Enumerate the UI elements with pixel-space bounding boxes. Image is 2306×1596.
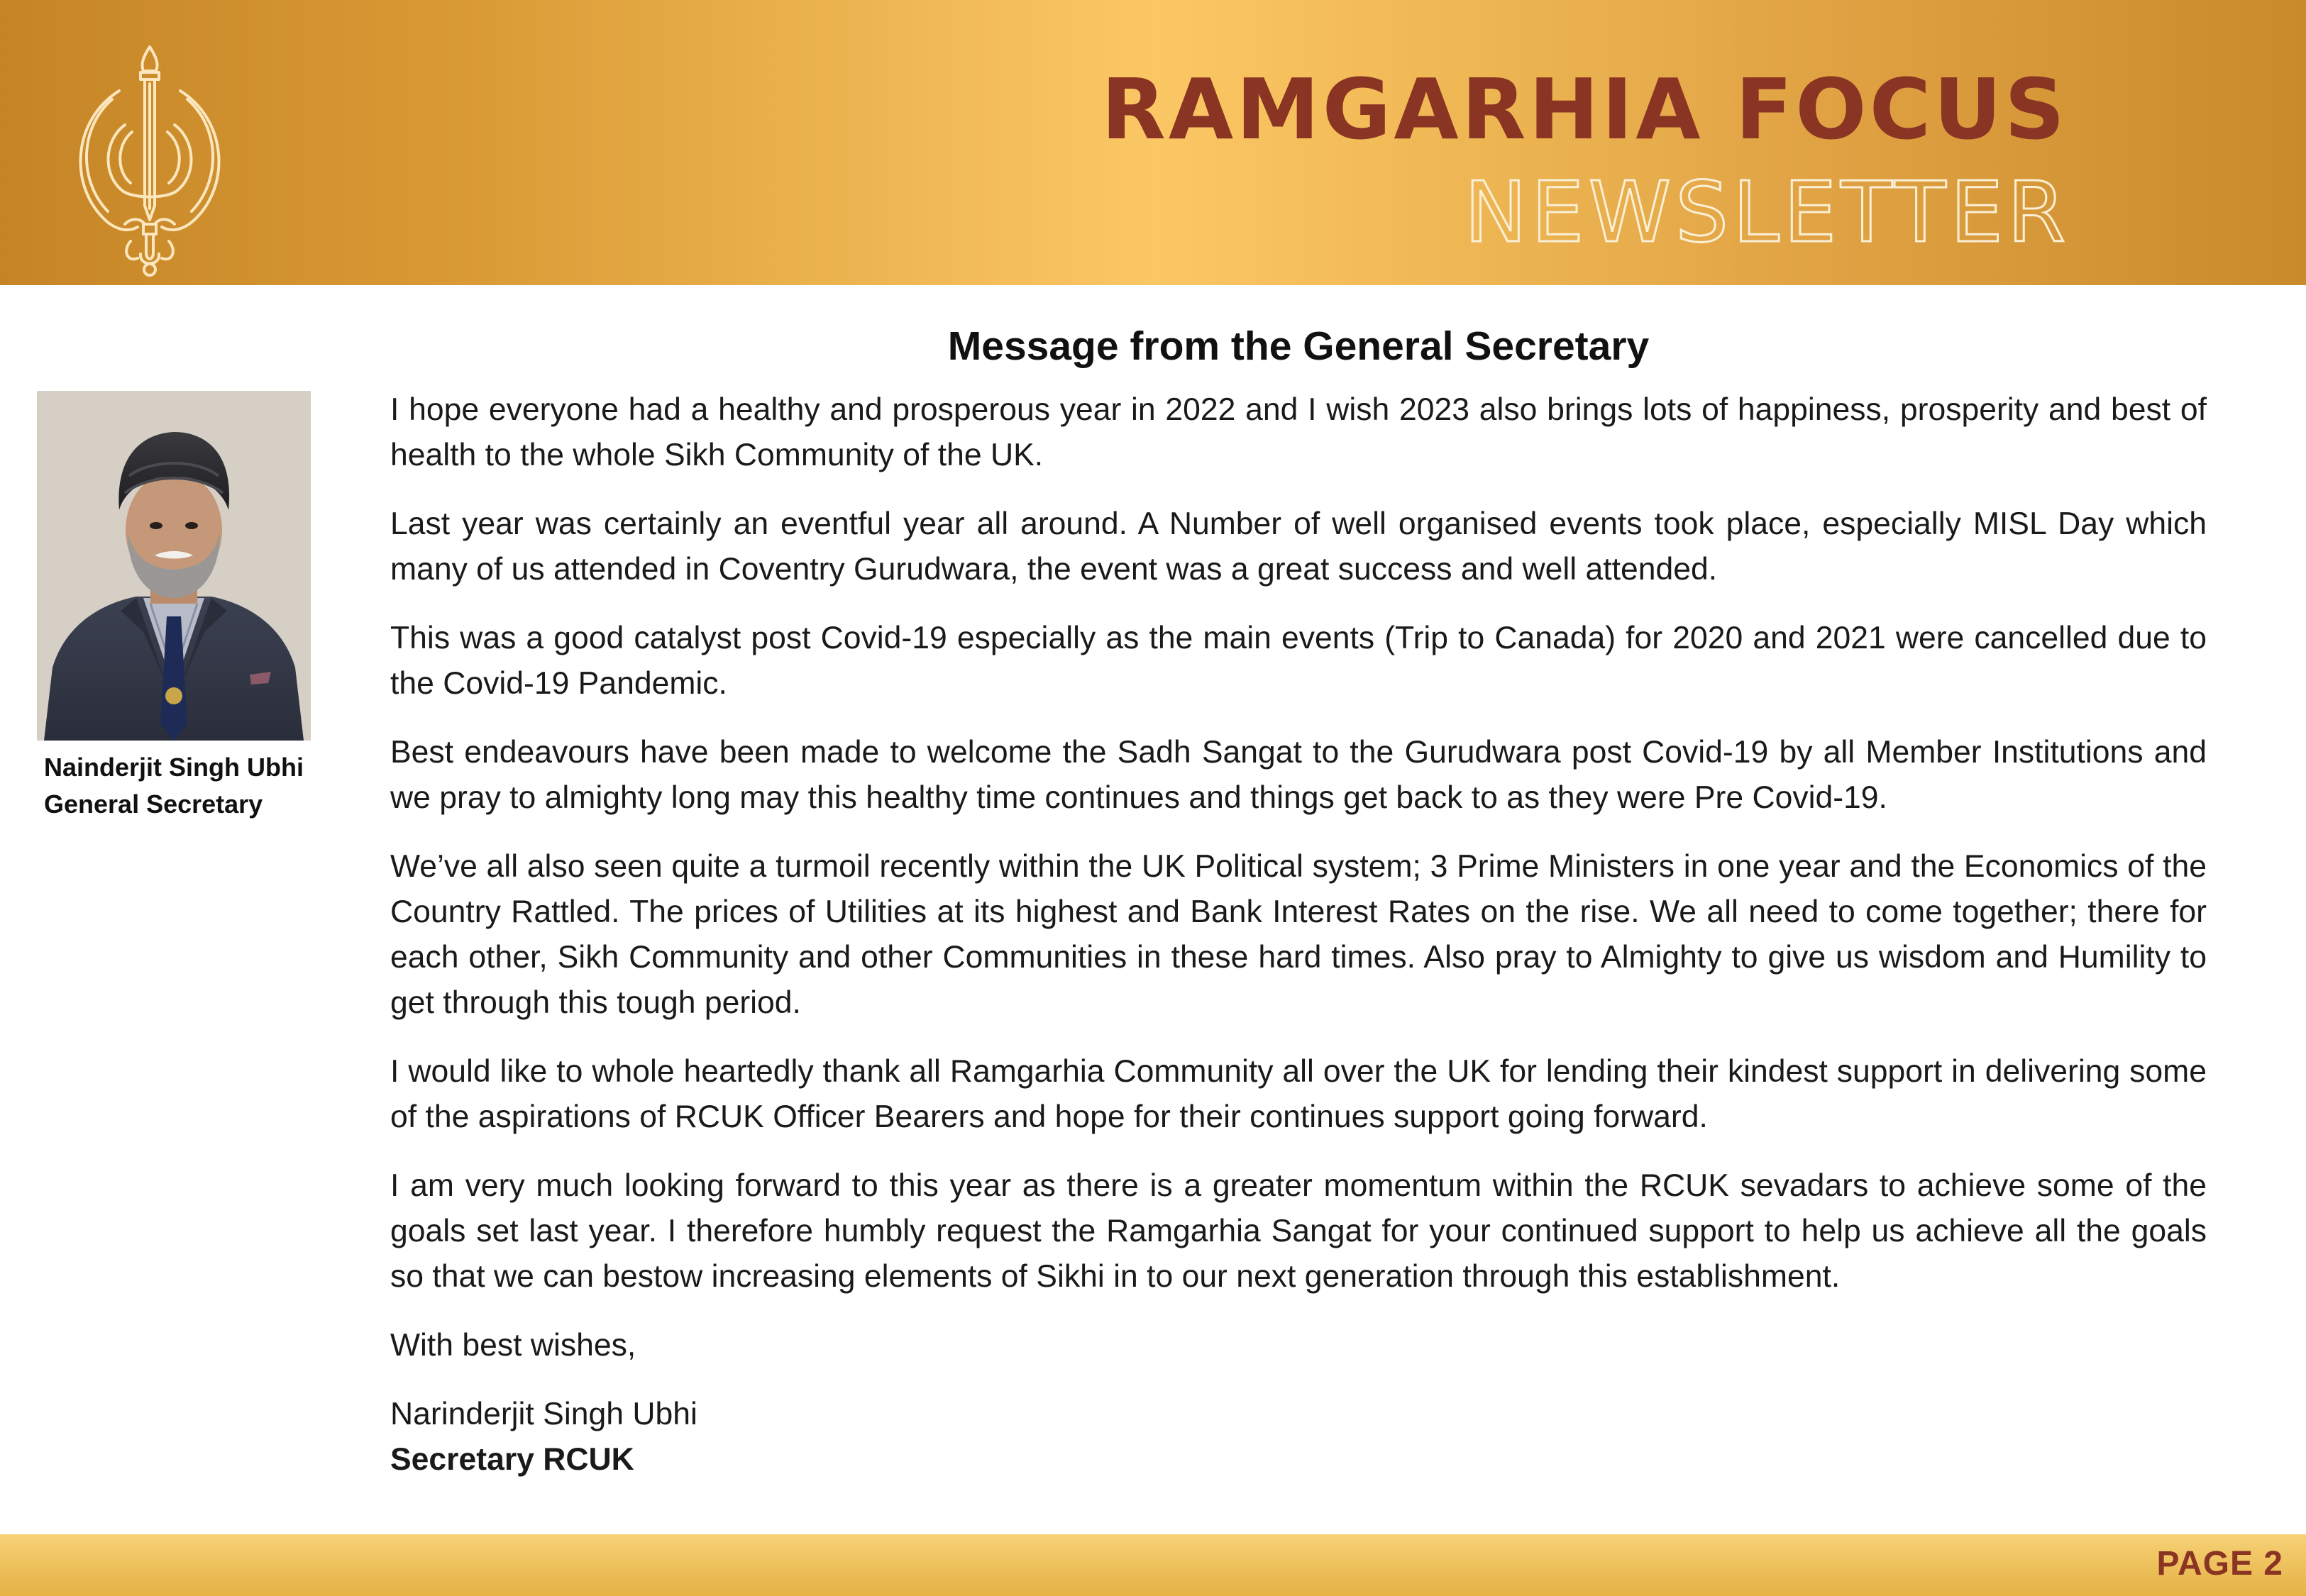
article-heading: Message from the General Secretary xyxy=(947,323,1650,369)
paragraph: This was a good catalyst post Covid-19 especially as the main events (Trip to Canada) for 2020 and 2021 were cancelled due to the Covid-19 Pandemic. xyxy=(390,621,2207,701)
paragraph: I am very much looking forward to this year as there is a greater momentum within the RCUK sevadars to achieve some of the goals set last year. I therefore humbly request the Ramgarhia Sangat for your continued support to help us achieve all the goals so that we can bestow increasing elements of Sikhi in to our next generation through this establishment. xyxy=(390,1168,2207,1294)
article-body xyxy=(390,387,2207,1506)
signature-name: Narinderjit Singh Ubhi xyxy=(390,1397,697,1431)
closing-line: With best wishes, xyxy=(390,1328,636,1363)
paragraph: Best endeavours have been made to welcome the Sadh Sangat to the Gurudwara post Covid-19 by all Member Institutions and we pray to almighty long may this healthy time continues and things get back to as they were Pre Covid-19. xyxy=(390,735,2207,815)
signature-title: Secretary RCUK xyxy=(390,1442,634,1477)
caption-name: Nainderjit Singh Ubhi xyxy=(44,753,304,782)
author-portrait-image xyxy=(37,391,311,741)
author-photo xyxy=(37,391,311,741)
khanda-icon xyxy=(54,41,246,279)
masthead-subtitle: NEWSLETTER xyxy=(1464,163,2070,261)
caption-role: General Secretary xyxy=(44,789,263,819)
signature-block xyxy=(390,1392,2207,1483)
paragraph: We’ve all also seen quite a turmoil recently within the UK Political system; 3 Prime Ministers in one year and the Economics of the Country Rattled. The prices of Utilities at its highest and Bank Interest Rates on the rise. We all need to come together; there for each other, Sikh Community and other Communities in these hard times. Also pray to Almighty to give us wisdom and Humility to get through this tough period. xyxy=(390,849,2207,1020)
masthead-title: RAMGARHIA FOCUS xyxy=(1100,60,2068,158)
photo-caption xyxy=(44,749,304,823)
page-number: PAGE 2 xyxy=(2156,1545,2283,1583)
footer-bar xyxy=(0,1534,2306,1596)
header-banner xyxy=(0,0,2306,285)
paragraph: I would like to whole heartedly thank all Ramgarhia Community all over the UK for lending their kindest support in delivering some of the aspirations of RCUK Officer Bearers and hope for their continues support going forward. xyxy=(390,1054,2207,1134)
paragraph: Last year was certainly an eventful year all around. A Number of well organised events took place, especially MISL Day which many of us attended in Coventry Gurudwara, the event was a great success and well attended. xyxy=(390,506,2207,587)
paragraph: I hope everyone had a healthy and prosperous year in 2022 and I wish 2023 also brings lots of happiness, prosperity and best of health to the whole Sikh Community of the UK. xyxy=(390,392,2207,472)
